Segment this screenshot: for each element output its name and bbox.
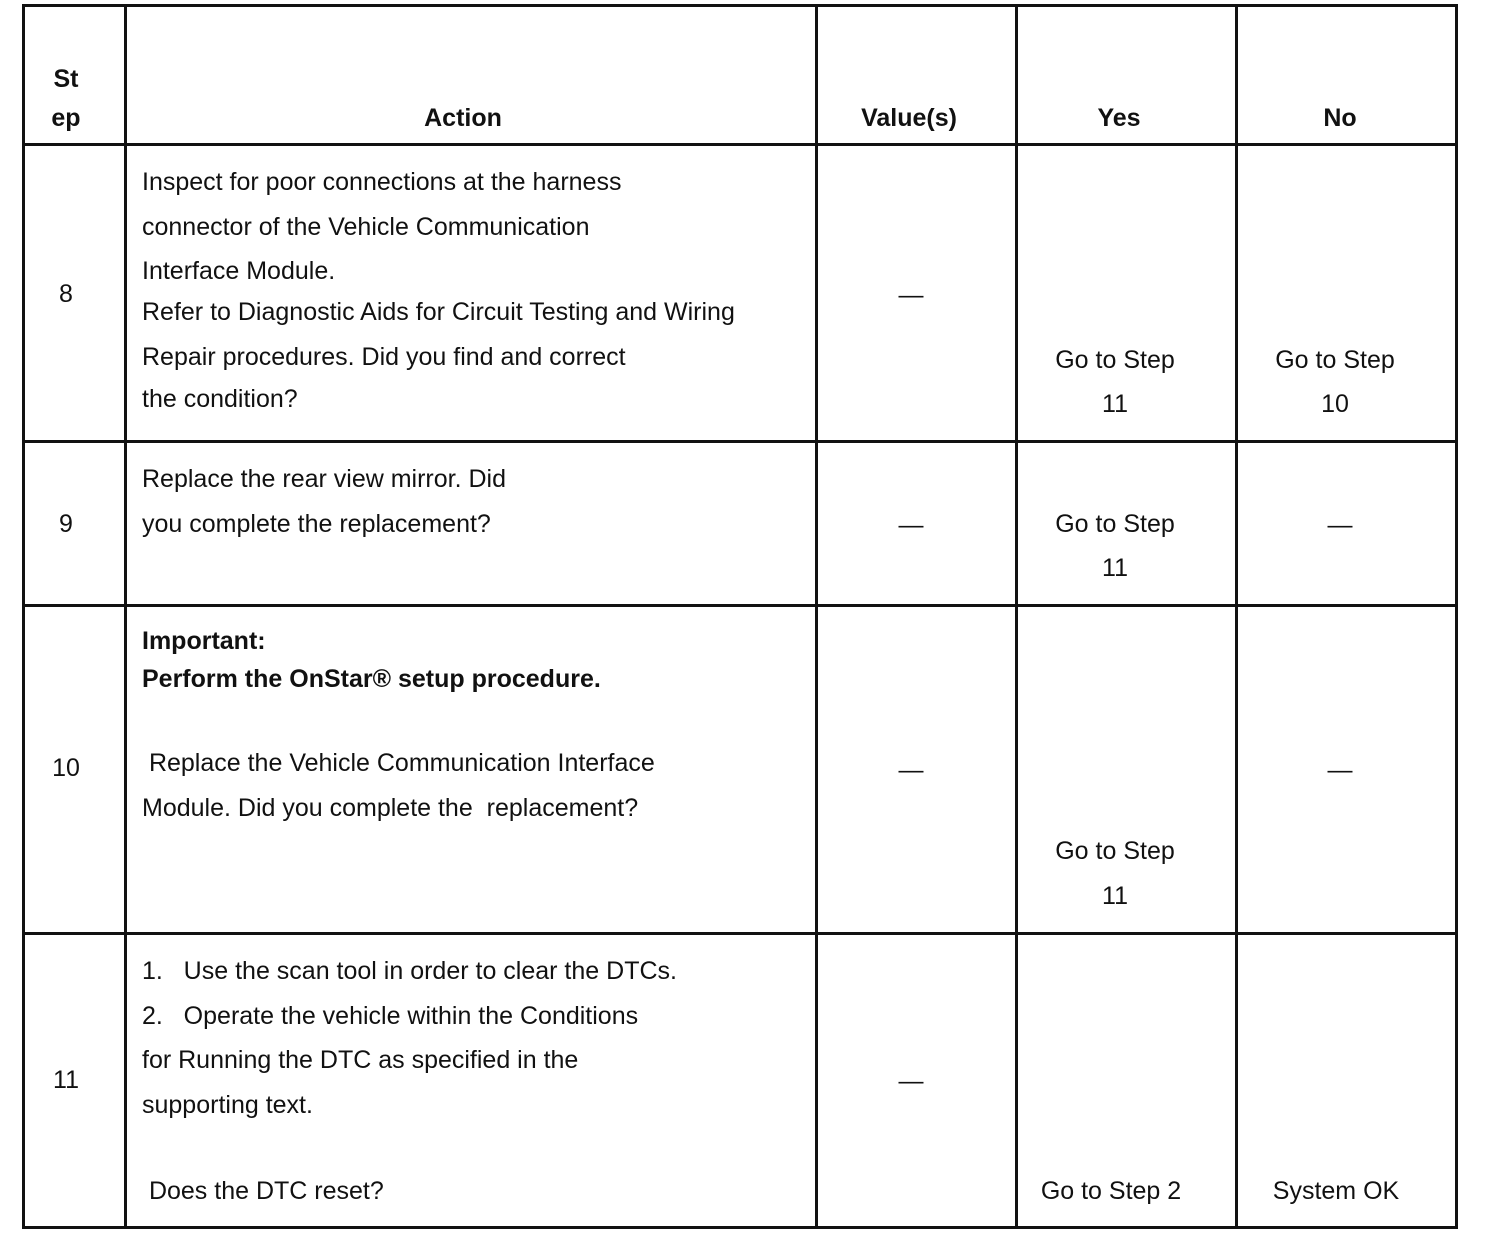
yes-outcome: Go to Step — [1055, 837, 1175, 865]
yes-outcome: Go to Step 2 — [1040, 1177, 1182, 1205]
column-divider — [124, 4, 127, 1229]
step-number: 9 — [59, 510, 73, 538]
step-number: 8 — [59, 280, 73, 308]
action-text: Refer to Diagnostic Aids for Circuit Testing and Wiring — [142, 298, 735, 326]
action-text: Replace the Vehicle Communication Interface — [142, 749, 655, 777]
table-border-right — [1455, 4, 1458, 1229]
header-values: Value(s) — [861, 104, 957, 132]
yes-outcome: 11 — [1102, 554, 1128, 582]
header-no: No — [1323, 104, 1357, 132]
header-step-line1: St — [53, 65, 79, 93]
action-text: for Running the DTC as specified in the — [142, 1046, 579, 1074]
no-outcome: System OK — [1272, 1177, 1400, 1205]
table-border-bottom — [22, 1226, 1458, 1229]
value-dash: — — [898, 281, 924, 309]
action-text: Inspect for poor connections at the harness — [142, 168, 622, 196]
action-question: Does the DTC reset? — [142, 1177, 384, 1205]
header-yes: Yes — [1097, 104, 1141, 132]
action-text: Repair procedures. Did you find and correct — [142, 343, 626, 371]
header-action: Action — [424, 104, 502, 132]
no-outcome: Go to Step — [1275, 346, 1395, 374]
row-divider — [22, 932, 1458, 935]
action-text: connector of the Vehicle Communication — [142, 213, 590, 241]
action-text: Replace the rear view mirror. Did — [142, 465, 507, 493]
value-dash: — — [898, 1067, 924, 1095]
step-number: 10 — [52, 754, 80, 782]
action-text: 2. Operate the vehicle within the Conditions — [142, 1002, 639, 1030]
action-text: Module. Did you complete the replacement? — [142, 794, 639, 822]
action-text: supporting text. — [142, 1091, 313, 1119]
yes-outcome: Go to Step — [1055, 346, 1175, 374]
no-dash: — — [1327, 511, 1353, 539]
action-text: 1. Use the scan tool in order to clear the DTCs. — [142, 957, 677, 985]
row-divider — [22, 440, 1458, 443]
important-text: Perform the OnStar® setup procedure. — [142, 665, 601, 693]
yes-outcome: 11 — [1102, 390, 1128, 418]
action-text: Interface Module. — [142, 257, 336, 285]
column-divider — [1015, 4, 1018, 1229]
column-divider — [1235, 4, 1238, 1229]
column-divider — [815, 4, 818, 1229]
row-divider — [22, 604, 1458, 607]
value-dash: — — [898, 511, 924, 539]
no-outcome: 10 — [1321, 390, 1349, 418]
important-label: Important: — [142, 627, 266, 655]
value-dash: — — [898, 756, 924, 784]
yes-outcome: 11 — [1102, 882, 1128, 910]
header-step-line2: ep — [51, 104, 81, 132]
header-divider — [22, 143, 1458, 146]
action-text: the condition? — [142, 385, 298, 413]
table-border-top — [22, 4, 1458, 7]
table-border-left — [22, 4, 25, 1229]
action-text: you complete the replacement? — [142, 510, 491, 538]
step-number: 11 — [53, 1066, 79, 1094]
no-dash: — — [1327, 756, 1353, 784]
yes-outcome: Go to Step — [1055, 510, 1175, 538]
